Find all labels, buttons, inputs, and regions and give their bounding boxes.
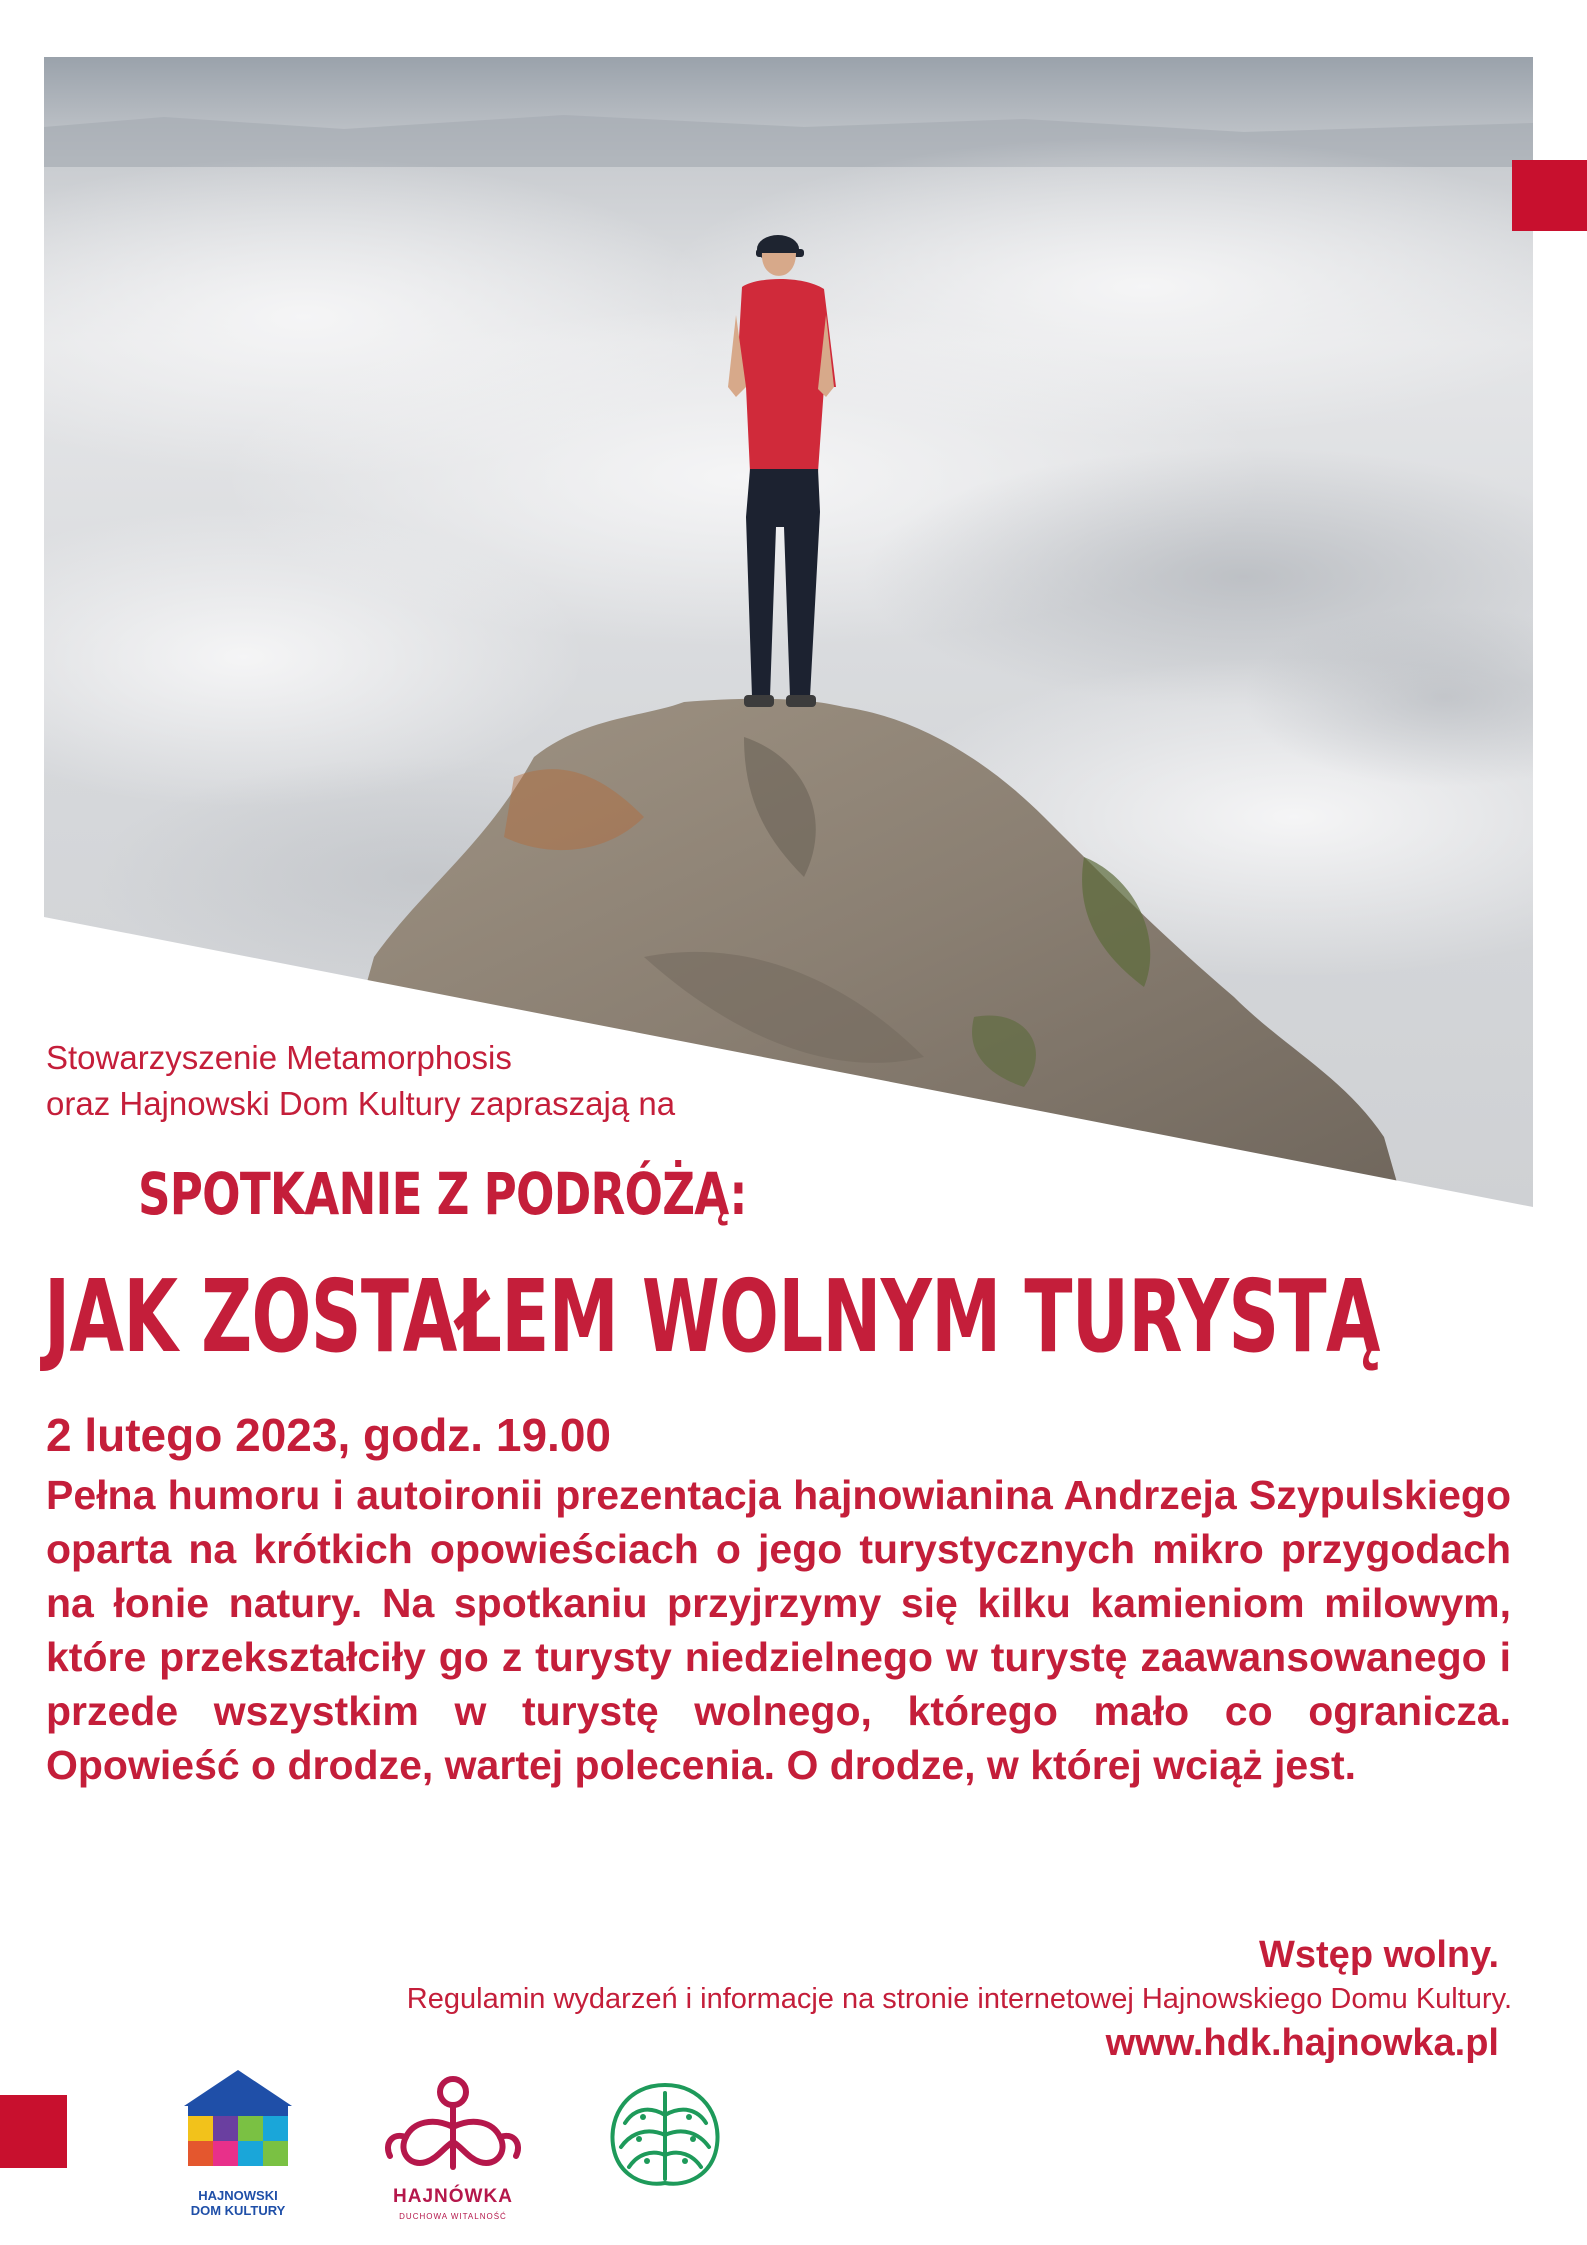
event-subtitle: SPOTKANIE Z PODRÓŻĄ: <box>138 1160 747 1228</box>
hajnowka-logo-name: HAJNÓWKA <box>393 2186 513 2207</box>
rules-info: Regulamin wydarzeń i informacje na stronie internetowej Hajnowskiego Domu Kultury. <box>406 1983 1512 2015</box>
hajnowka-logo-tagline: DUCHOWA WITALNOŚĆ <box>399 2212 507 2221</box>
free-entry-note: Wstęp wolny. <box>1259 1934 1499 1976</box>
hajnowka-logo <box>378 2072 528 2242</box>
organizers-line-1: Stowarzyszenie Metamorphosis <box>46 1039 512 1076</box>
website-link[interactable]: www.hdk.hajnowka.pl <box>1105 2022 1499 2064</box>
accent-square-top <box>1512 160 1587 231</box>
accent-square-bottom <box>0 2095 67 2168</box>
event-date: 2 lutego 2023, godz. 19.00 <box>46 1409 611 1461</box>
event-title: JAK ZOSTAŁEM WOLNYM TURYSTĄ <box>44 1258 1380 1375</box>
organizers-intro <box>46 1035 675 1127</box>
organizers-line-2: oraz Hajnowski Dom Kultury zapraszają na <box>46 1085 676 1122</box>
leaf-logo-icon <box>603 2075 728 2193</box>
hdk-logo-line-2: DOM KULTURY <box>190 2203 286 2218</box>
hdk-logo-line-1: HAJNOWSKI <box>198 2188 278 2203</box>
event-description: Pełna humoru i autoironii prezentacja hajnowianina Andrzeja Szypulskiego oparta na krótkich opowieściach o jego turystycznych mikro przygodach na łonie natury. Na spotkaniu przyjrzymy się kilku kamieniom milowym, które przekształciły go z turysty niedzielnego w turystę zaawansowanego i przede wszystkim w turystę wolnego, którego mało co ogranicza. Opowieść o drodze, wartej polecenia. O drodze, w której wciąż jest. <box>46 1472 1511 1788</box>
hdk-logo <box>180 2068 296 2218</box>
